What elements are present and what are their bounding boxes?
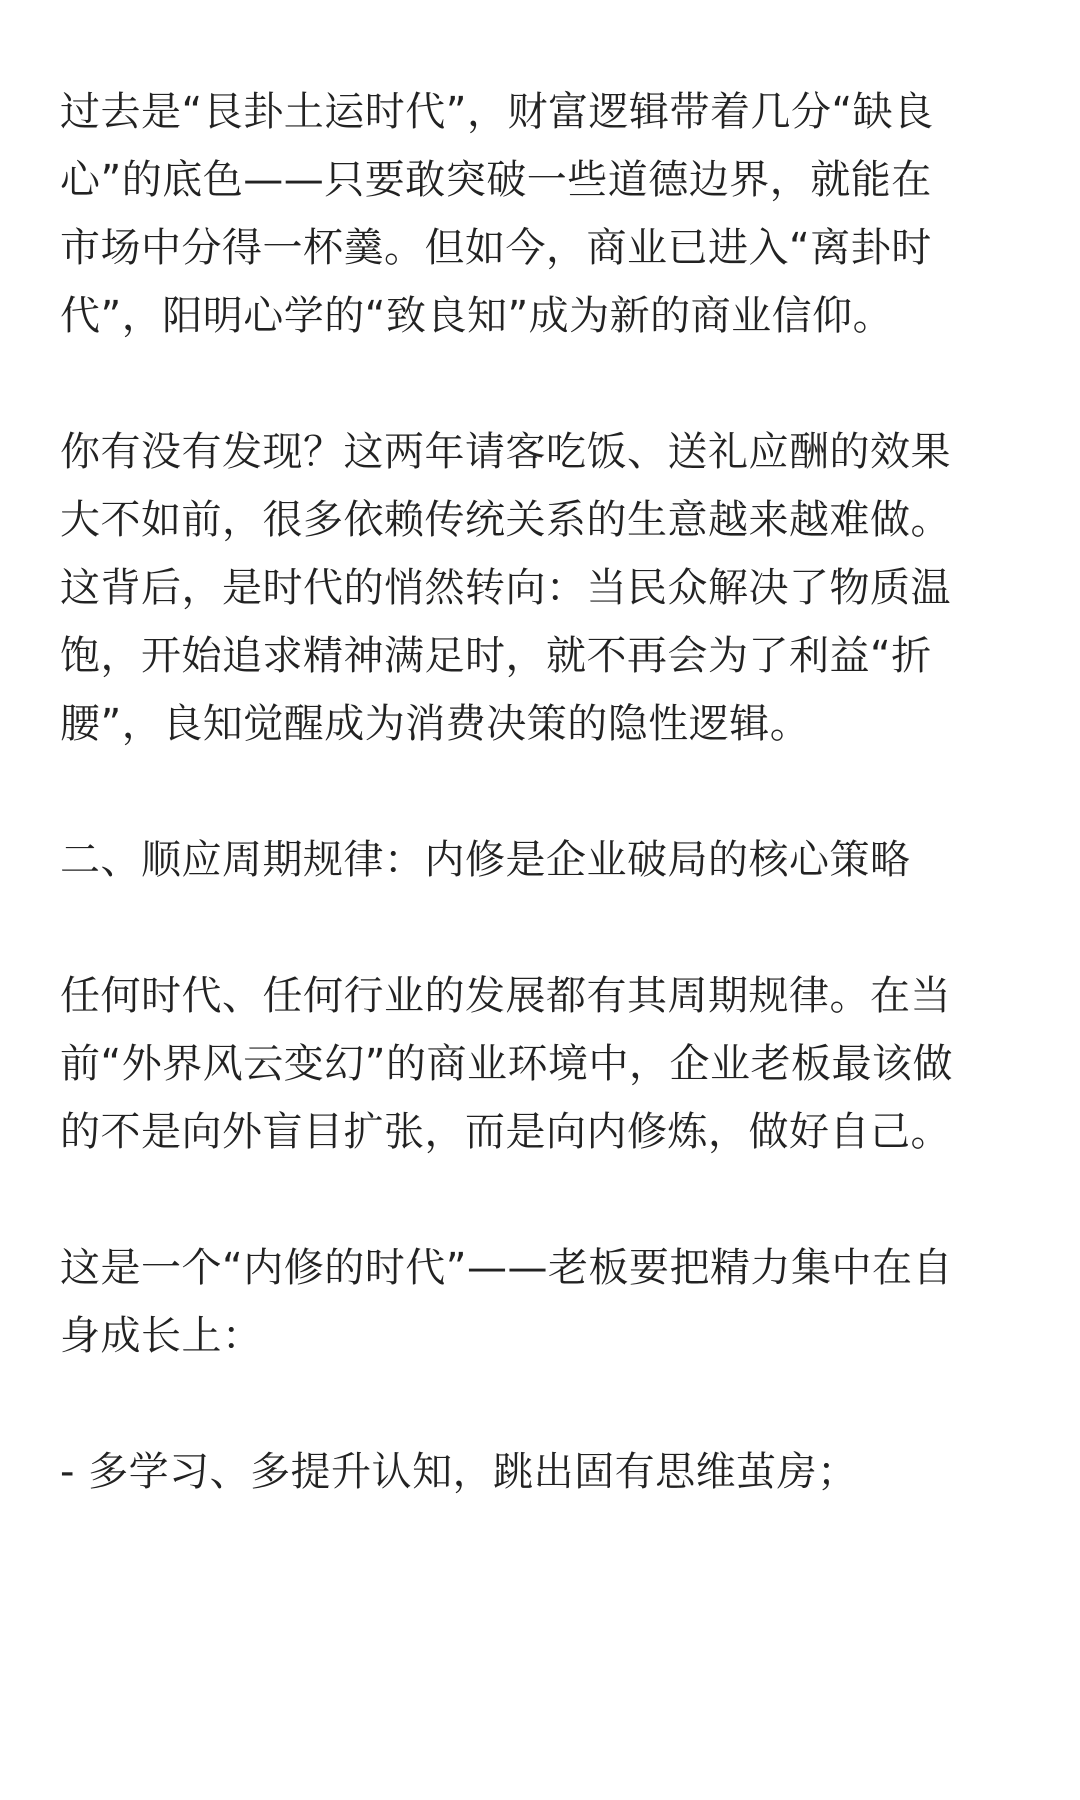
paragraph-spacer (60, 758, 1020, 826)
text-line: 腰”，良知觉醒成为消费决策的隐性逻辑。 (60, 701, 811, 747)
text-line: 任何时代、任何行业的发展都有其周期规律。在当 (60, 973, 951, 1019)
paragraph-cycle (60, 962, 1020, 1166)
text-line: 的不是向外盲目扩张，而是向内修炼，做好自己。 (60, 1109, 951, 1155)
text-line: 心”的底色——只要敢突破一些道德边界，就能在 (60, 157, 932, 203)
text-line: 前“外界风云变幻”的商业环境中，企业老板最该做 (60, 1041, 953, 1087)
text-line: 这背后，是时代的悄然转向：当民众解决了物质温 (60, 565, 951, 611)
list-item (60, 1438, 1020, 1506)
text-line: 大不如前，很多依赖传统关系的生意越来越难做。 (60, 497, 951, 543)
list-item-text: - 多学习、多提升认知，跳出固有思维茧房； (60, 1449, 858, 1495)
section-heading-text: 二、顺应周期规律：内修是企业破局的核心策略 (60, 837, 911, 883)
paragraph-intro (60, 78, 1020, 350)
text-line: 这是一个“内修的时代”——老板要把精力集中在自 (60, 1245, 953, 1291)
paragraph-spacer (60, 1166, 1020, 1234)
text-line: 饱，开始追求精神满足时，就不再会为了利益“折 (60, 633, 932, 679)
text-line: 你有没有发现？这两年请客吃饭、送礼应酬的效果 (60, 429, 951, 475)
text-line: 身成长上： (60, 1313, 263, 1359)
paragraph-observation (60, 418, 1020, 758)
paragraph-spacer (60, 1370, 1020, 1438)
paragraph-inner-cultivation (60, 1234, 1020, 1370)
text-line: 代”，阳明心学的“致良知”成为新的商业信仰。 (60, 293, 894, 339)
paragraph-spacer (60, 350, 1020, 418)
text-line: 过去是“艮卦土运时代”，财富逻辑带着几分“缺良 (60, 89, 934, 135)
section-heading (60, 826, 1020, 894)
text-line: 市场中分得一杯羹。但如今，商业已进入“离卦时 (60, 225, 932, 271)
paragraph-spacer (60, 894, 1020, 962)
